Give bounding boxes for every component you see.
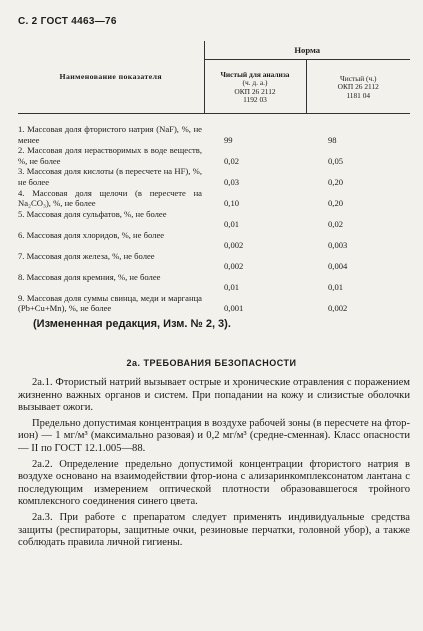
table-row [18, 145, 410, 166]
value-pure-grade: 0,003 [328, 240, 348, 251]
paragraph: 2а.1. Фтористый натрий вызывает острые и хронические отравления с поражением жизненно важных органов и систем. При попадании на кожу и слизистые оболочки вызывает ожоги. [18, 377, 410, 414]
value-analysis-grade: 99 [224, 134, 233, 145]
indicator-name: 8. Массовая доля кремния, %, не более [18, 271, 161, 282]
table-row [18, 230, 410, 251]
value-pure-grade: 0,05 [328, 155, 344, 166]
table-row [18, 209, 410, 230]
page-header: С. 2 ГОСТ 4463—76 [18, 16, 117, 27]
paragraph: 2а.3. При работе с препаратом следует применять индивидуальные средства защиты (респираторы, защитные очки, резиновые перчатки, головной убор), а также соблюдать правила личной гигиены. [18, 511, 410, 549]
value-analysis-grade: 0,002 [224, 240, 244, 251]
section-title: 2а. ТРЕБОВАНИЯ БЕЗОПАСНОСТИ [126, 358, 297, 368]
value-analysis-grade: 0,002 [224, 261, 244, 272]
pure-grade-line: Чистый (ч.) [339, 73, 377, 83]
table-row [18, 124, 410, 145]
table-row [18, 166, 410, 187]
value-pure-grade: 0,20 [328, 198, 344, 209]
section-body [18, 377, 410, 555]
value-analysis-grade: 0,001 [224, 303, 244, 314]
value-analysis-grade: 0,03 [224, 176, 240, 187]
table-row [18, 251, 410, 272]
analysis-grade-line: Чистый для анализа [220, 69, 290, 79]
pure-grade-line: ОКП 26 2112 [337, 82, 379, 92]
column-header-analysis-grade [204, 60, 306, 114]
paragraph: 2а.2. Определение предельно допустимой концентрации фтористого натрия в воздухе основано на взаимодействии фтор-иона с ализаринкомплексонатом лантана с последующим измерением оптической плотности образовавшегося тройного комплексного соединения синего цвета. [18, 458, 410, 508]
value-pure-grade: 98 [328, 134, 337, 145]
pure-grade-line: 1181 04 [346, 90, 371, 100]
value-pure-grade: 0,01 [328, 282, 344, 293]
indicator-name: 4. Массовая доля щелочи (в пересчете на Na₂CO₃), %, не более [18, 187, 202, 209]
paragraph: Предельно допустимая концентрация в воздухе рабочей зоны (в пересчете на фтор-ион) — 1 мг/м³ (максимально разовая) и 0,2 мг/м³ (средне-сменная). Класс опасности — II по ГОСТ 12.1.005—88. [18, 417, 410, 454]
analysis-grade-line: (ч. д. а.) [242, 78, 268, 88]
table-row [18, 293, 410, 314]
value-pure-grade: 0,004 [328, 261, 348, 272]
value-analysis-grade: 0,01 [224, 282, 240, 293]
value-pure-grade: 0,02 [328, 219, 344, 230]
analysis-grade-line: 1192 03 [243, 94, 267, 104]
value-pure-grade: 0,002 [328, 303, 348, 314]
amendment-note: (Измененная редакция, Изм. № 2, 3). [33, 318, 231, 330]
value-analysis-grade: 0,10 [224, 198, 240, 209]
norms-table [18, 41, 410, 314]
value-analysis-grade: 0,01 [224, 219, 240, 230]
indicator-name: 2. Массовая доля нерастворимых в воде веществ, %, не более [18, 145, 202, 166]
analysis-grade-line: ОКП 26 2112 [234, 86, 276, 96]
column-header-indicator: Наименование показателя [18, 41, 204, 114]
column-header-norm: Норма [204, 41, 410, 60]
indicator-name: 1. Массовая доля фтористого натрия (NaF), %, не менее [18, 124, 202, 145]
value-analysis-grade: 0,02 [224, 155, 240, 166]
table-row [18, 272, 410, 293]
value-pure-grade: 0,20 [328, 176, 344, 187]
indicator-name: 9. Массовая доля суммы свинца, меди и марганца (Pb+Cu+Mn), %, не более [18, 292, 202, 314]
indicator-name: 7. Массовая доля железа, %, не более [18, 250, 155, 261]
column-header-pure-grade [306, 60, 410, 114]
indicator-name: 6. Массовая доля хлоридов, %, не более [18, 229, 165, 240]
indicator-name: 3. Массовая доля кислоты (в пересчете на HF), %, не более [18, 166, 202, 187]
table-row [18, 188, 410, 209]
indicator-name: 5. Массовая доля сульфатов, %, не более [18, 208, 167, 219]
